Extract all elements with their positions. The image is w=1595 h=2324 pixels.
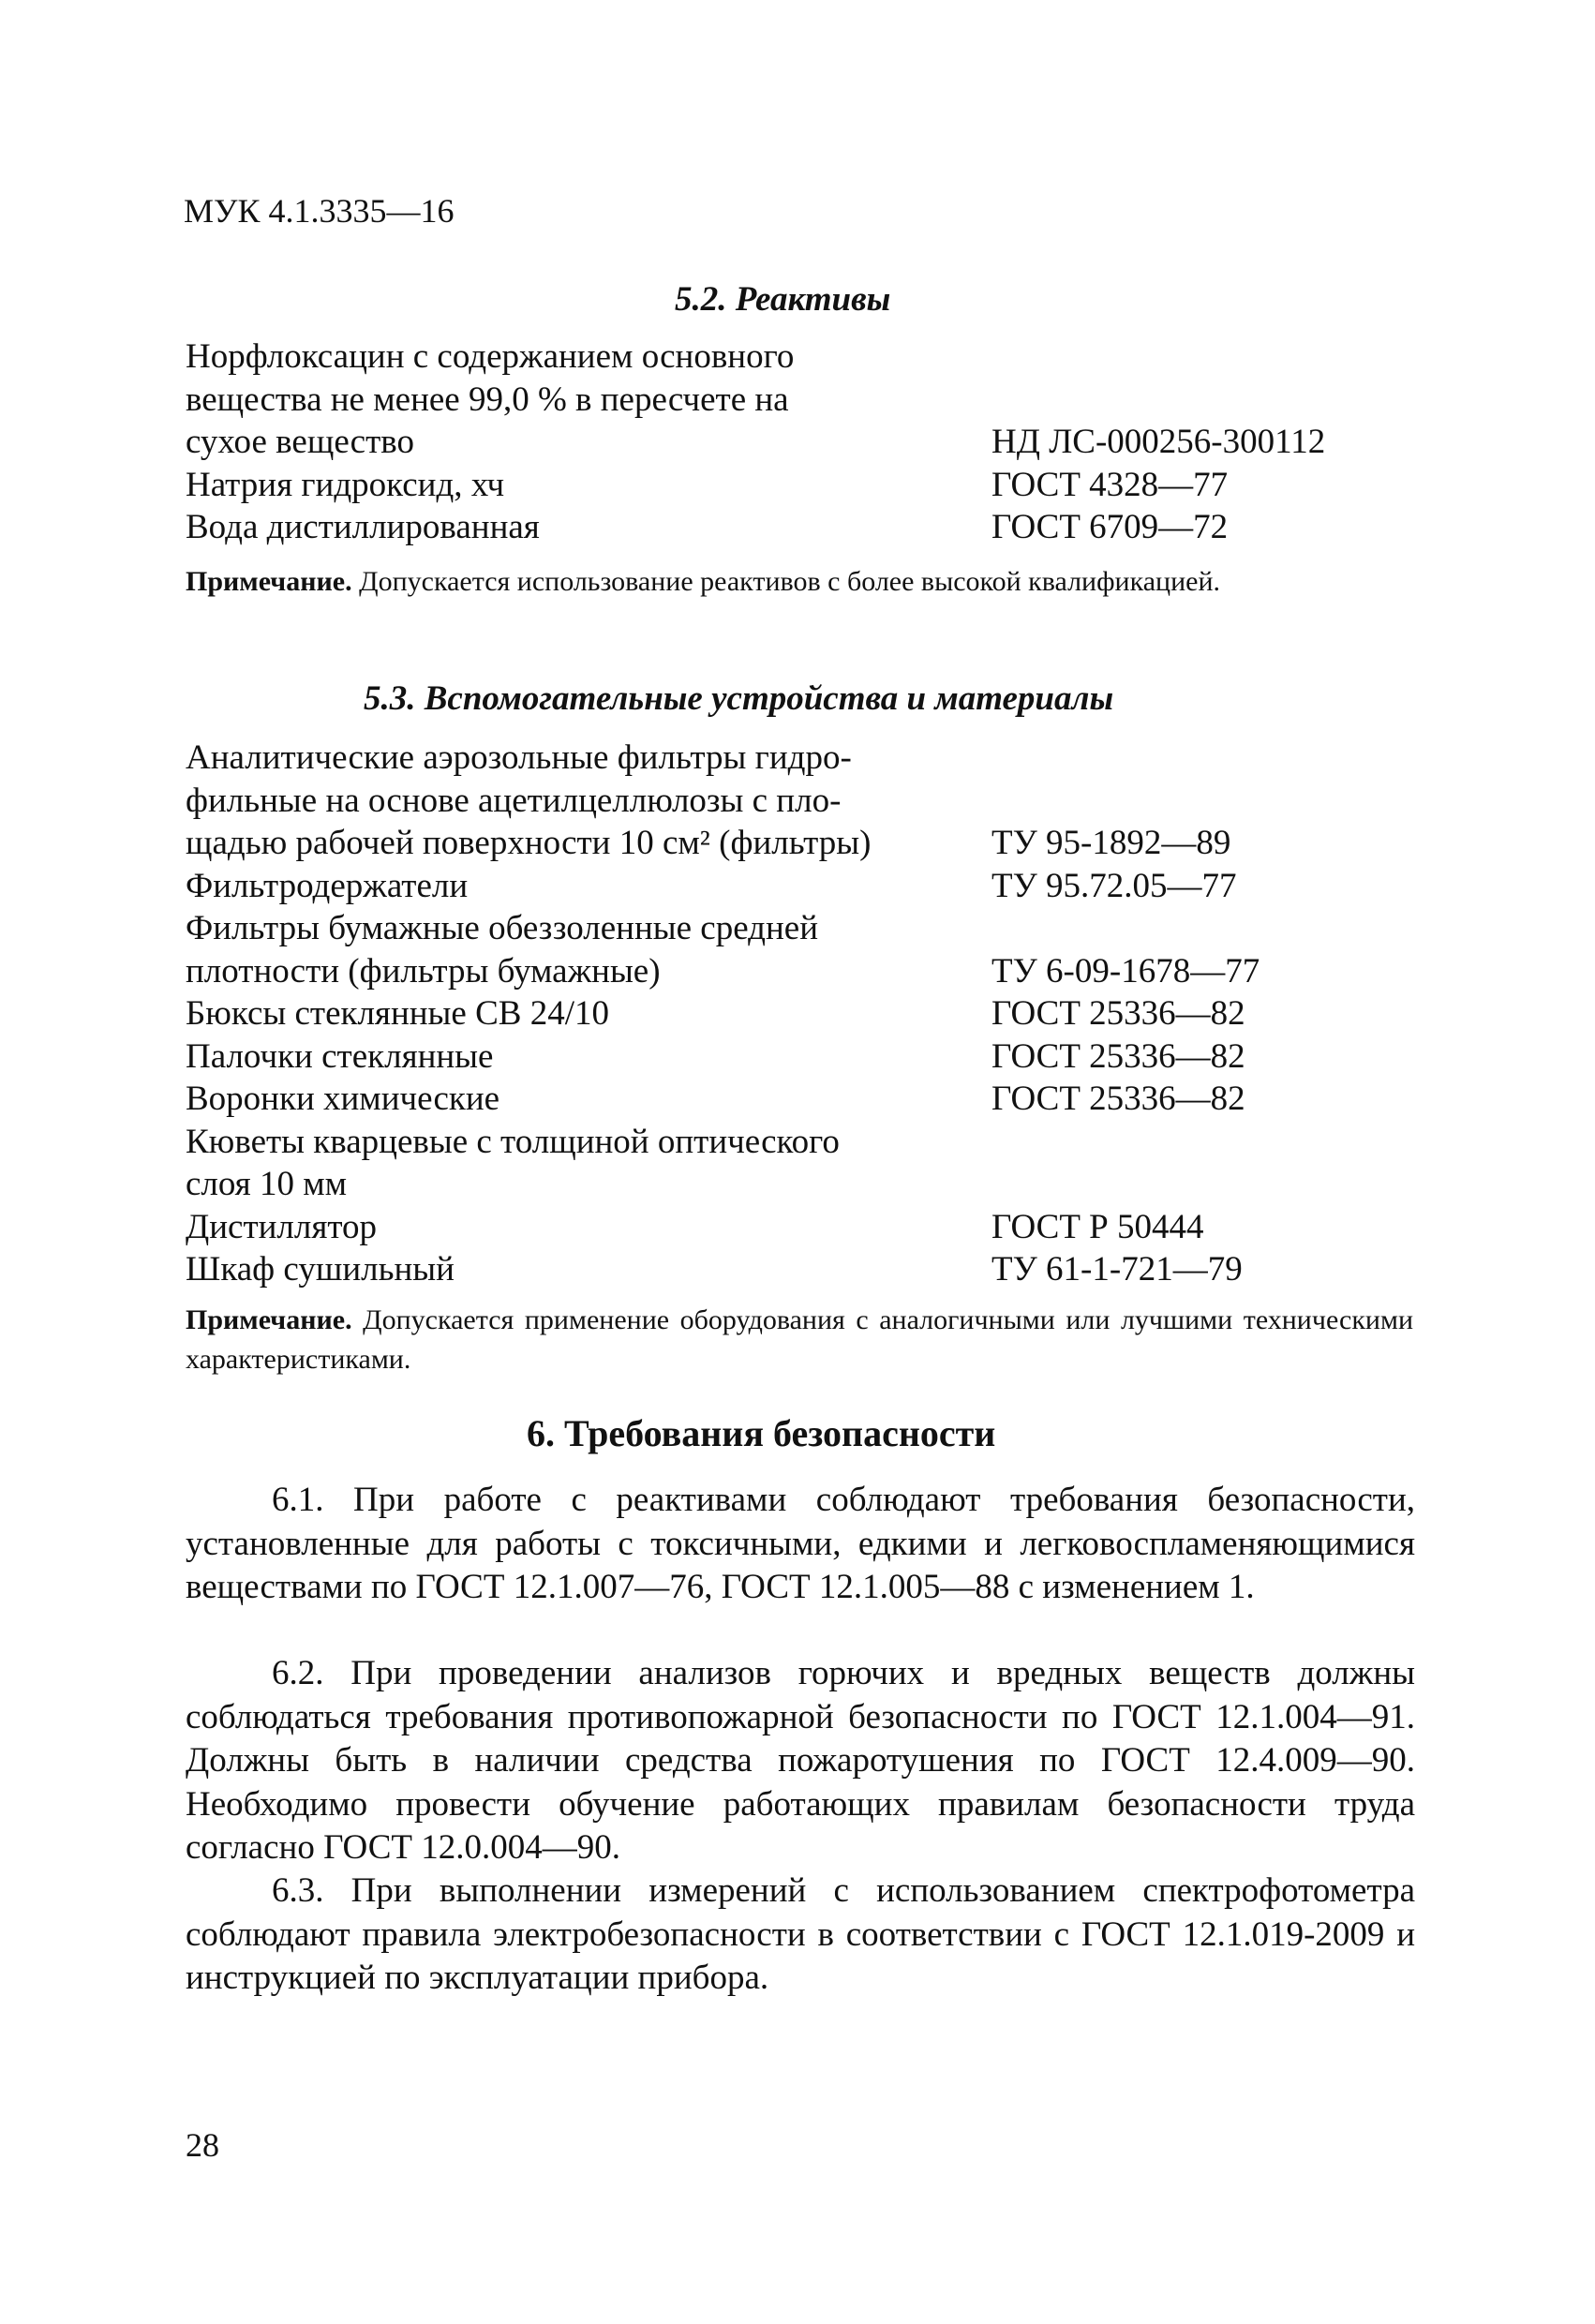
reagent-name: Натрия гидроксид, хч [186, 465, 505, 504]
equipment-row [186, 1121, 1260, 1164]
equipment-name: Фильтры бумажные обеззоленные средней [186, 909, 819, 947]
reagent-row [186, 379, 1325, 422]
equipment-row [186, 992, 1260, 1035]
section-5-3-heading: 5.3. Вспомогательные устройства и материалы [364, 679, 1114, 718]
equipment-row [186, 1206, 1260, 1249]
equipment-name: фильные на основе ацетилцеллюлозы с пло- [186, 781, 842, 820]
equipment-row [186, 1163, 1260, 1206]
reagent-name: Норфлоксацин с содержанием основного [186, 337, 795, 376]
equipment-row [186, 950, 1260, 993]
reagent-row [186, 335, 1325, 379]
equipment-standard: ГОСТ 25336—82 [991, 1080, 1245, 1118]
equipment-standard: ГОСТ Р 50444 [991, 1207, 1204, 1246]
note-label: Примечание. [186, 566, 352, 597]
note-text: Допускается применение оборудования с аналогичными или лучшими техническими характеристиками. [186, 1304, 1413, 1375]
equipment-name: щадью рабочей поверхности 10 см² (фильтры) [186, 824, 872, 862]
equipment-name: Шкаф сушильный [186, 1250, 455, 1289]
reagents-list [186, 335, 1325, 549]
paragraph-6-1: 6.1. При работе с реактивами соблюдают требования безопасности, установленные для работы с токсичными, едкими и легковоспламеняющимися веществами по ГОСТ 12.1.007—76, ГОСТ 12.1.005—88 с изменением 1. [186, 1481, 1415, 1606]
equipment-name: Аналитические аэрозольные фильтры гидро- [186, 738, 852, 777]
equipment-row [186, 822, 1260, 865]
note-label: Примечание. [186, 1304, 352, 1335]
reagent-standard: НД ЛС-000256-300112 [991, 423, 1326, 461]
equipment-name: Кюветы кварцевые с толщиной оптического [186, 1122, 840, 1161]
equipment-name: Бюксы стеклянные СВ 24/10 [186, 994, 609, 1033]
equipment-standard: ТУ 6-09-1678—77 [991, 951, 1260, 991]
page-number: 28 [186, 2126, 219, 2164]
equipment-row [186, 1035, 1260, 1079]
reagent-row [186, 464, 1325, 507]
equipment-row [186, 1078, 1260, 1121]
reagents-note [186, 562, 1413, 602]
paragraph-6-3: 6.3. При выполнении измерений с использованием спектрофотометра соблюдают правила электробезопасности в соответствии с ГОСТ 12.1.019-2009 и инструкцией по эксплуатации прибора. [186, 1871, 1415, 1997]
reagent-standard: ГОСТ 4328—77 [991, 465, 1229, 504]
equipment-list [186, 737, 1260, 1291]
equipment-row [186, 865, 1260, 908]
section-5-2-heading: 5.2. Реактивы [675, 280, 891, 319]
equipment-name: слоя 10 мм [186, 1165, 348, 1203]
equipment-name: Дистиллятор [186, 1207, 378, 1246]
reagent-name: вещества не менее 99,0 % в пересчете на [186, 380, 789, 419]
document-id: МУК 4.1.3335—16 [184, 192, 455, 230]
reagent-name: Вода дистиллированная [186, 508, 540, 546]
equipment-name: Воронки химические [186, 1080, 500, 1118]
equipment-name: Палочки стеклянные [186, 1036, 494, 1076]
equipment-row [186, 1248, 1260, 1291]
section-6-heading: 6. Требования безопасности [527, 1412, 996, 1454]
equipment-standard: ТУ 61-1-721—79 [991, 1250, 1243, 1289]
reagent-row [186, 421, 1325, 464]
equipment-name: Фильтродержатели [186, 866, 469, 905]
paragraph-6-2: 6.2. При проведении анализов горючих и вредных веществ должны соблюдаться требования противопожарной безопасности по ГОСТ 12.1.004—91. Должны быть в наличии средства пожаротушения по ГОСТ 12.4.009—90. Необходимо провести обучение работающих правилам безопасности труда согласно ГОСТ 12.0.004—90. [186, 1654, 1415, 1867]
equipment-standard: ТУ 95.72.05—77 [991, 866, 1237, 905]
equipment-row [186, 737, 1260, 780]
note-text: Допускается использование реактивов с более высокой квалификацией. [351, 566, 1221, 597]
equipment-row [186, 907, 1260, 950]
reagent-standard: ГОСТ 6709—72 [991, 508, 1229, 546]
reagent-row [186, 506, 1325, 549]
equipment-standard: ГОСТ 25336—82 [991, 1036, 1245, 1076]
equipment-standard: ТУ 95-1892—89 [991, 824, 1231, 862]
equipment-name: плотности (фильтры бумажные) [186, 951, 661, 991]
equipment-standard: ГОСТ 25336—82 [991, 994, 1245, 1033]
equipment-note [186, 1301, 1413, 1379]
equipment-row [186, 780, 1260, 823]
reagent-name: сухое вещество [186, 423, 414, 461]
